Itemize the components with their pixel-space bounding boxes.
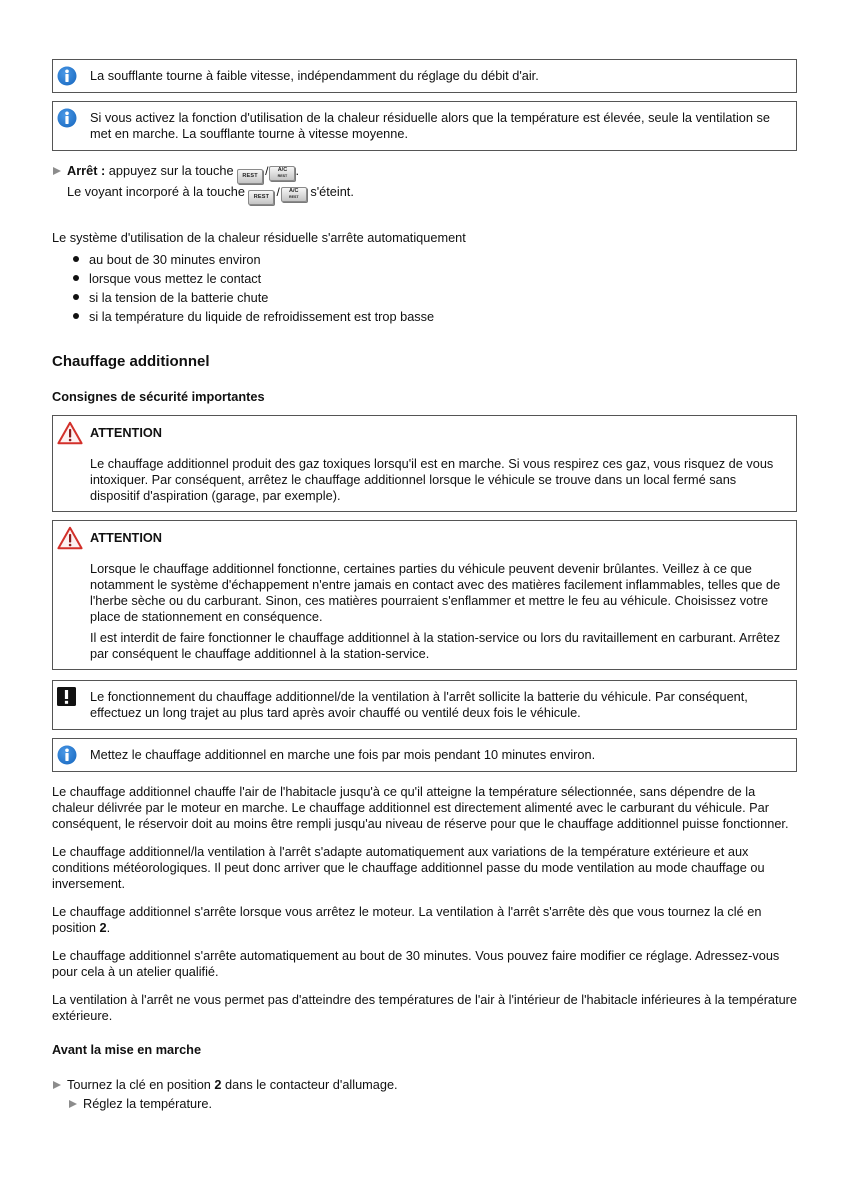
stop-step-result: Le voyant incorporé à la touche REST / A/C REST s'éteint. <box>52 182 812 205</box>
key-separator: / <box>265 164 269 178</box>
list-item: lorsque vous mettez le contact <box>52 269 797 288</box>
before-start-step: Tournez la clé en position 2 dans le contacteur d'allumage. <box>52 1076 797 1094</box>
caution-note <box>52 680 797 730</box>
body-paragraph: Le chauffage additionnel s'arrête automatiquement au bout de 30 minutes. Vous pouvez faire modifier ce réglage. Adressez-vous pour cela à un atelier qualifié. <box>52 948 780 979</box>
warning-triangle-icon <box>57 421 83 445</box>
stop-text: appuyez sur la touche <box>105 163 238 178</box>
info-note-text: La soufflante tourne à faible vitesse, indépendamment du réglage du débit d'air. <box>90 68 539 83</box>
key-position: 2 <box>214 1077 222 1092</box>
exclamation-icon <box>57 687 76 706</box>
info-note <box>52 101 797 151</box>
auto-stop-list <box>52 250 797 326</box>
caution-note-text: Le fonctionnement du chauffage additionnel/de la ventilation à l'arrêt sollicite la batterie du véhicule. Par conséquent, effectuez un long trajet au plus tard après avoir chauffé ou ventilé deux fois le véhicule. <box>90 689 748 720</box>
info-icon <box>57 745 77 765</box>
arrow-right-icon <box>53 1081 61 1089</box>
warning-box <box>52 415 797 512</box>
body-paragraph: Le chauffage additionnel/la ventilation à l'arrêt s'adapte automatiquement aux variations de la température extérieure et aux conditions météorologiques. Il peut donc arriver que le chauffage additionnel passe du mode ventilation au mode chauffage ou inversement. <box>52 844 765 891</box>
info-icon <box>57 66 77 86</box>
key-position: 2 <box>99 920 107 935</box>
warning-title: ATTENTION <box>90 530 163 545</box>
body-paragraph: La ventilation à l'arrêt ne vous permet pas d'atteindre des températures de l'air à l'intérieur de l'habitacle inférieures à la température extérieure. <box>52 992 797 1023</box>
rest-key-icon: REST <box>237 169 263 184</box>
bullet-dot <box>73 256 79 262</box>
stop-result-text: Le voyant incorporé à la touche <box>67 184 249 199</box>
ac-key-icon: A/C REST <box>281 187 307 202</box>
list-item: si la tension de la batterie chute <box>52 288 797 307</box>
warning-text: Il est interdit de faire fonctionner le chauffage additionnel à la station-service ou lors du ravitaillement en carburant. Arrêtez par conséquent le chauffage additionnel à la station-service. <box>90 630 781 661</box>
auto-stop-intro: Le système d'utilisation de la chaleur résiduelle s'arrête automatiquement <box>52 230 466 245</box>
warning-title: ATTENTION <box>90 425 163 440</box>
list-item: au bout de 30 minutes environ <box>52 250 797 269</box>
info-note-text: Si vous activez la fonction d'utilisation de la chaleur résiduelle alors que la température est élevée, seule la ventilation se met en marche. La soufflante tourne à vitesse moyenne. <box>90 110 770 141</box>
warning-text: Lorsque le chauffage additionnel fonctionne, certaines parties du véhicule peuvent devenir brûlantes. Veillez à ce que notamment le système d'échappement n'entre jamais en contact avec des matières facilement inflammables, telles que de l'herbe sèche ou du carburant. Sinon, ces matières pourraient s'enflammer et mettre le feu au véhicule. Choisissez votre place de stationnement en conséquence. <box>90 561 781 624</box>
stop-step: Arrêt : appuyez sur la touche REST / A/C REST . <box>52 161 797 184</box>
info-note <box>52 59 797 93</box>
before-start-heading: Avant la mise en marche <box>52 1042 202 1057</box>
info-icon <box>57 108 77 128</box>
before-start-substep: Réglez la température. <box>68 1095 797 1113</box>
ac-key-icon: A/C REST <box>269 166 295 181</box>
stop-label: Arrêt : <box>67 163 106 178</box>
section-heading: Chauffage additionnel <box>52 353 210 370</box>
bullet-dot <box>73 275 79 281</box>
warning-box <box>52 520 797 670</box>
bullet-dot <box>73 294 79 300</box>
rest-key-icon: REST <box>248 190 274 205</box>
key-separator: / <box>276 185 280 199</box>
arrow-right-icon <box>69 1100 77 1108</box>
info-note <box>52 738 797 772</box>
arrow-right-icon <box>53 167 61 175</box>
section-subheading: Consignes de sécurité importantes <box>52 389 265 404</box>
body-paragraph: Le chauffage additionnel chauffe l'air de l'habitacle jusqu'à ce qu'il atteigne la température sélectionnée, sans dépendre de la chaleur délivrée par le moteur en marche. Le chauffage additionnel est directement alimenté avec le carburant du véhicule. Par conséquent, le réservoir doit au moins être rempli jusqu'au niveau de réserve pour que le chauffage additionnel puisse fonctionner. <box>52 784 789 831</box>
list-item: si la température du liquide de refroidissement est trop basse <box>52 307 797 326</box>
bullet-dot <box>73 313 79 319</box>
body-paragraph: Le chauffage additionnel s'arrête lorsque vous arrêtez le moteur. La ventilation à l'arrêt s'arrête dès que vous tournez la clé en position 2. <box>52 904 762 935</box>
info-note-text: Mettez le chauffage additionnel en marche une fois par mois pendant 10 minutes environ. <box>90 747 596 762</box>
warning-triangle-icon <box>57 526 83 550</box>
warning-text: Le chauffage additionnel produit des gaz toxiques lorsqu'il est en marche. Si vous respirez ces gaz, vous risquez de vous intoxiquer. Par conséquent, arrêtez le chauffage additionnel lorsque le véhicule se trouve dans un local fermé sans dispositif d'aspiration (garage, par exemple). <box>90 456 774 503</box>
